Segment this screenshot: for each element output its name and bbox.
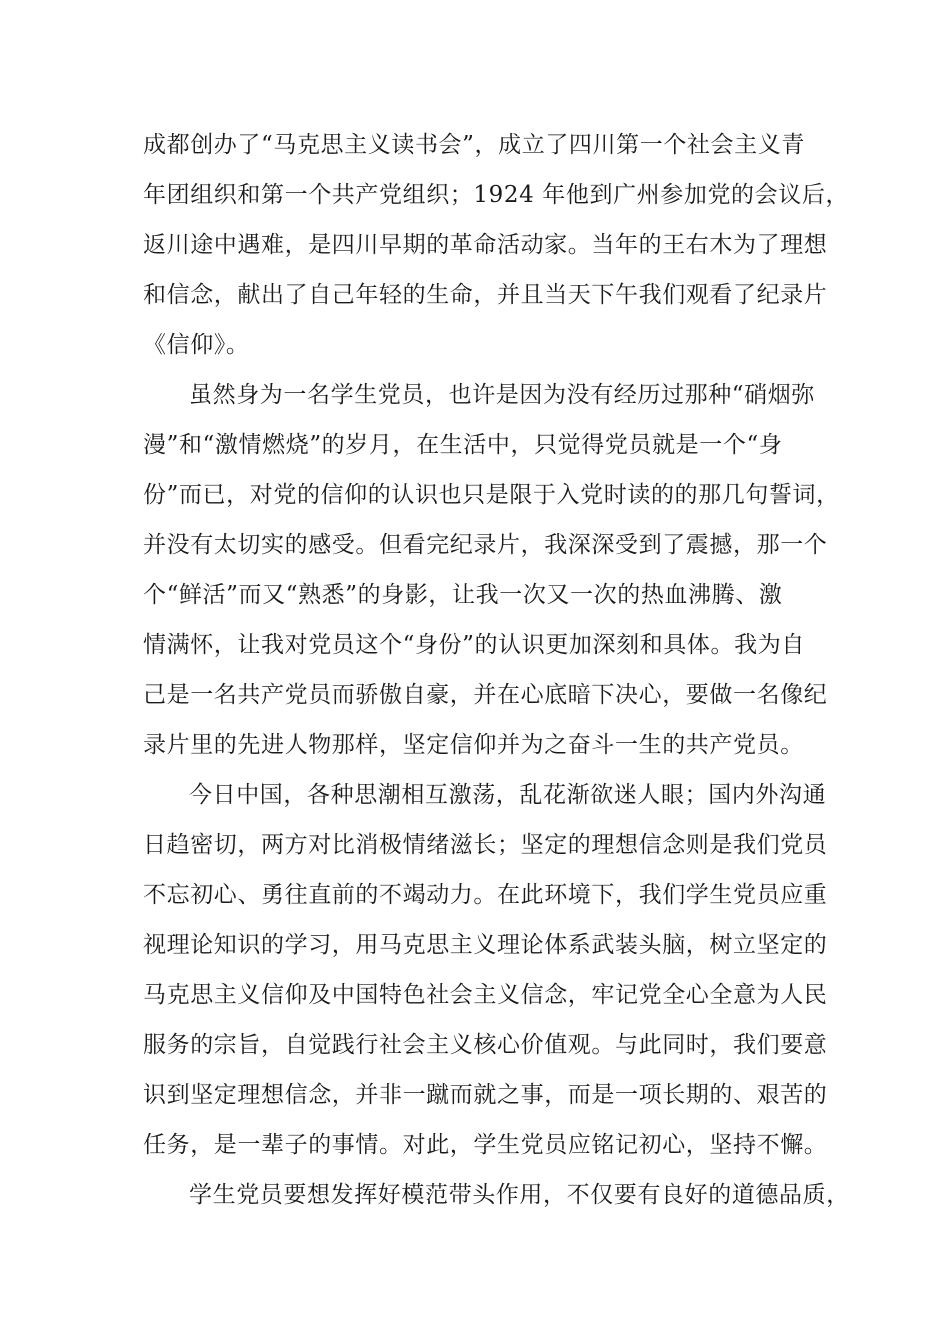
text-line: 《信仰》。 [143,332,250,358]
text-line: 己是一名共产党员而骄傲自豪，并在心底暗下决心，要做一名像纪 [143,682,828,708]
text-line: 漫”和“激情燃烧”的岁月，在生活中，只觉得党员就是一个“身 [143,432,783,458]
text-line: 识到坚定理想信念，并非一蹴而就之事，而是一项长期的、艰苦的 [143,1082,828,1108]
paragraph-first-line: 虽然身为一名学生党员，也许是因为没有经历过那种“硝烟弥 [189,382,815,408]
text-line: 返川途中遇难，是四川早期的革命活动家。当年的王右木为了理想 [143,232,828,258]
text-line: 并没有太切实的感受。但看完纪录片，我深深受到了震撼，那一个 [143,532,828,558]
text-line: 年团组织和第一个共产党组织；1924 年他到广州参加党的会议后， [143,182,850,208]
text-line: 任务，是一辈子的事情。对此，学生党员应铭记初心，坚持不懈。 [143,1132,828,1158]
text-line: 和信念，献出了自己年轻的生命，并且当天下午我们观看了纪录片 [143,282,828,308]
text-line: 日趋密切，两方对比消极情绪滋长；坚定的理想信念则是我们党员 [143,832,828,858]
text-line: 不忘初心、勇往直前的不竭动力。在此环境下，我们学生党员应重 [143,882,828,908]
text-line: 成都创办了“马克思主义读书会”，成立了四川第一个社会主义青 [143,132,805,158]
text-line: 录片里的先进人物那样，坚定信仰并为之奋斗一生的共产党员。 [143,732,804,758]
paragraph-first-line: 学生党员要想发挥好模范带头作用，不仅要有良好的道德品质， [189,1182,850,1208]
text-line: 份”而已，对党的信仰的认识也只是限于入党时读的的那几句誓词， [143,482,840,508]
text-line: 马克思主义信仰及中国特色社会主义信念，牢记党全心全意为人民 [143,982,828,1008]
paragraph-first-line: 今日中国，各种思潮相互激荡，乱花渐欲迷人眼；国内外沟通 [189,782,827,808]
text-line: 视理论知识的学习，用马克思主义理论体系武装头脑，树立坚定的 [143,932,828,958]
text-line: 服务的宗旨，自觉践行社会主义核心价值观。与此同时，我们要意 [143,1032,828,1058]
text-line: 情满怀，让我对党员这个“身份”的认识更加深刻和具体。我为自 [143,632,805,658]
text-line: 个“鲜活”而又“熟悉”的身影，让我一次又一次的热血沸腾、激 [143,582,783,608]
